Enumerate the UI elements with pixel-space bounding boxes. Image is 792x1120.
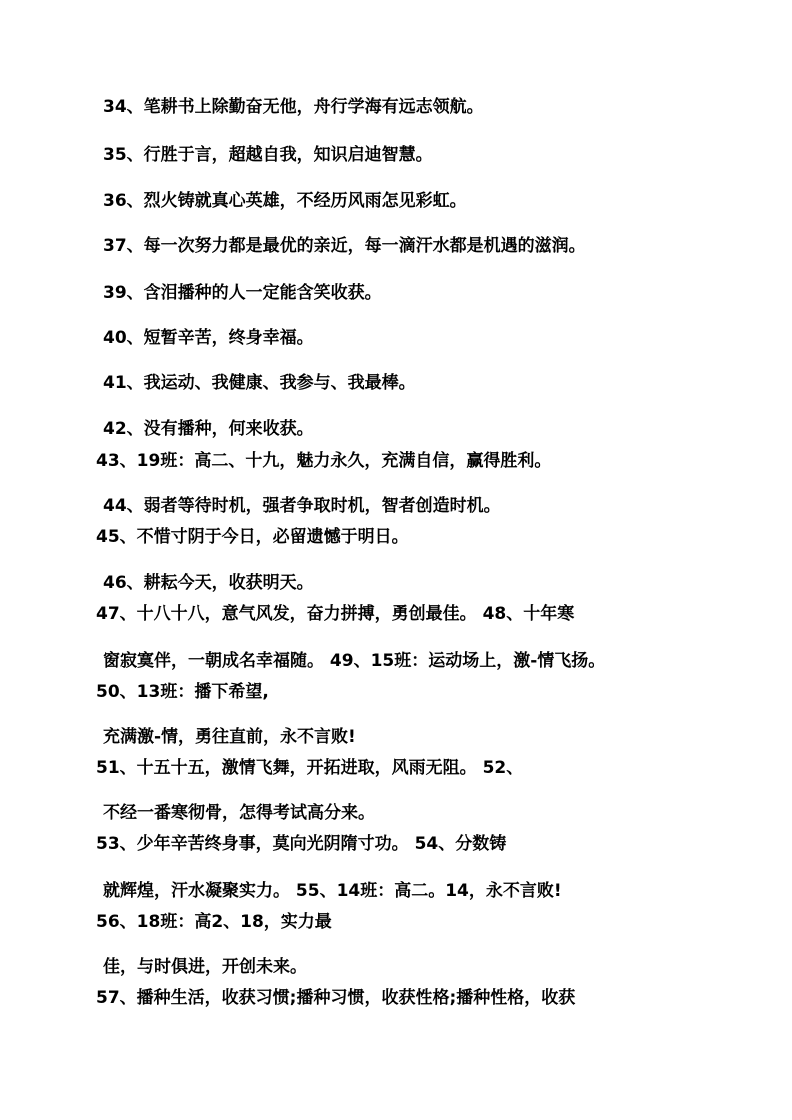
text-line: 42、没有播种，何来收获。 [103,419,314,439]
text-line: 40、短暂辛苦，终身幸福。 [103,328,314,348]
text-line: 57、播种生活，收获习惯;播种习惯，收获性格;播种性格，收获 [96,988,576,1008]
text-line: 50、13班：播下希望, [96,682,269,702]
text-line: 34、笔耕书上除勤奋无他，舟行学海有远志领航。 [103,97,484,117]
text-line: 佳，与时俱进，开创未来。 [103,957,307,977]
text-line: 46、耕耘今天，收获明天。 [103,573,314,593]
text-line: 53、少年辛苦终身事，莫向光阴隋寸功。 54、分数铸 [96,834,507,854]
text-line: 39、含泪播种的人一定能含笑收获。 [103,283,382,303]
text-line: 36、烈火铸就真心英雄，不经历风雨怎见彩虹。 [103,191,467,211]
text-line: 37、每一次努力都是最优的亲近，每一滴汗水都是机遇的滋润。 [103,236,586,256]
text-line: 43、19班：高二、十九，魅力永久，充满自信，赢得胜利。 [96,451,552,471]
text-line: 45、不惜寸阴于今日，必留遗憾于明日。 [96,527,409,547]
text-line: 35、行胜于言，超越自我，知识启迪智慧。 [103,145,433,165]
text-line: 充满激-情，勇往直前，永不言败! [103,727,356,747]
text-line: 41、我运动、我健康、我参与、我最棒。 [103,373,416,393]
text-line: 窗寂寞伴，一朝成名幸福随。 49、15班：运动场上，激-情飞扬。 [103,651,606,671]
text-line: 就辉煌，汗水凝聚实力。 55、14班：高二。14，永不言败! [103,881,562,901]
text-line: 47、十八十八，意气风发，奋力拼搏，勇创最佳。 48、十年寒 [96,604,575,624]
text-line: 不经一番寒彻骨，怎得考试高分来。 [103,803,375,823]
text-line: 44、弱者等待时机，强者争取时机，智者创造时机。 [103,496,501,516]
text-line: 51、十五十五，激情飞舞，开拓进取，风雨无阻。 52、 [96,758,524,778]
text-line: 56、18班：高2、18，实力最 [96,912,332,932]
